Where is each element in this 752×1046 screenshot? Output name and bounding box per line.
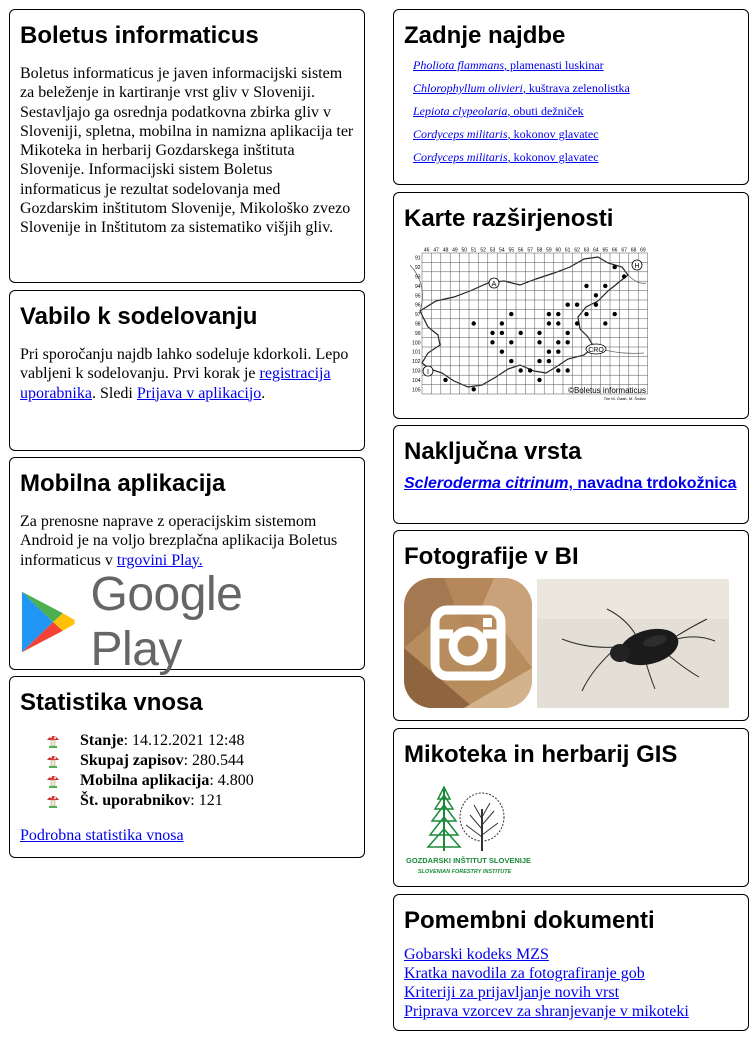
map-dot: [500, 321, 504, 325]
login-link[interactable]: Prijava v aplikacijo: [136, 384, 262, 402]
map-dot: [594, 303, 598, 307]
statistika-title: Statistika vnosa: [20, 689, 203, 716]
vabilo-text-part: Pri sporočanju najdb lahko sodeluje kdorkoli. Lepo vabljeni k sodelovanju. Prvi korak je: [20, 346, 349, 383]
map-y-label: 100: [412, 340, 421, 347]
map-x-label: 62: [574, 247, 580, 254]
stats-label: Mobilna aplikacija: [80, 772, 210, 789]
map-dot: [613, 265, 617, 269]
latin-name: Lepiota clypeolaria: [413, 104, 508, 118]
map-dot: [556, 312, 560, 316]
map-x-label: 56: [517, 247, 524, 254]
nakljucna-title: Naključna vrsta: [404, 438, 582, 465]
stats-item: [46, 771, 354, 791]
map-dot: [566, 331, 570, 335]
map-dot: [622, 274, 626, 278]
recent-finding-link[interactable]: [404, 77, 738, 100]
map-x-label: 47: [433, 247, 439, 254]
map-dot: [594, 293, 598, 297]
map-dot: [575, 303, 579, 307]
map-dot: [509, 340, 513, 344]
logo-line-1: GOZDARSKI INŠTITUT SLOVENIJE: [406, 856, 532, 865]
map-y-label: 97: [414, 312, 421, 319]
map-x-labels: [424, 248, 646, 254]
map-grid: [422, 253, 648, 394]
map-y-label: 98: [414, 321, 421, 328]
map-y-label: 105: [412, 387, 421, 394]
map-dot: [519, 368, 523, 372]
statistika-panel: [9, 676, 365, 858]
map-y-label: 93: [414, 274, 421, 281]
map-y-label: 92: [414, 265, 421, 272]
region-h-label: H: [634, 263, 640, 270]
latin-name: Pholiota flammans: [413, 58, 505, 72]
map-dot: [500, 350, 504, 354]
latin-name: Chlorophyllum olivieri: [413, 81, 523, 95]
map-y-labels: [412, 256, 421, 394]
karte-panel: [393, 192, 749, 419]
map-x-label: 48: [442, 247, 449, 254]
latin-name: Scleroderma citrinum: [404, 475, 569, 492]
map-dot: [519, 331, 523, 335]
vabilo-text: [20, 345, 354, 403]
conifer-tree-icon: [428, 787, 460, 851]
region-cro-label: CRO: [588, 347, 604, 354]
region-i-label: I: [427, 369, 429, 376]
map-dot: [547, 350, 551, 354]
fotografije-title: Fotografije v BI: [404, 543, 579, 570]
map-x-label: 55: [508, 247, 515, 254]
map-y-label: 103: [412, 368, 421, 375]
zadnje-title: Zadnje najdbe: [404, 22, 566, 49]
random-species-link[interactable]: [404, 474, 738, 493]
boletus-panel: [9, 9, 365, 283]
common-name: , kuštrava zelenolistka: [522, 81, 630, 95]
beetle-photo[interactable]: [537, 579, 729, 708]
map-x-label: 53: [489, 247, 496, 254]
map-y-label: 99: [414, 330, 421, 337]
recent-finding-link[interactable]: [404, 123, 738, 146]
map-x-label: 54: [499, 247, 505, 254]
distribution-map[interactable]: [408, 245, 648, 401]
common-name: , plamenasti luskinar: [504, 58, 604, 72]
play-store-link[interactable]: trgovini Play.: [116, 551, 203, 569]
vabilo-title: Vabilo k sodelovanju: [20, 303, 258, 330]
map-x-label: 68: [630, 247, 637, 254]
fotografije-panel: [393, 530, 749, 721]
document-link[interactable]: Gobarski kodeks MZS: [404, 946, 549, 963]
dokumenti-title: Pomembni dokumenti: [404, 907, 655, 934]
vabilo-panel: [9, 290, 365, 451]
map-dot: [556, 340, 560, 344]
map-dot: [566, 368, 570, 372]
common-name: , navadna trdokožnica: [568, 475, 737, 492]
map-dot: [556, 321, 560, 325]
stats-label: Skupaj zapisov: [80, 752, 184, 769]
zadnje-panel: [393, 9, 749, 185]
logo-line-2: SLOVENIAN FORESTRY INSTITUTE: [418, 869, 512, 875]
stats-item: [46, 791, 354, 811]
map-dot: [528, 368, 532, 372]
mikoteka-title: Mikoteka in herbarij GIS: [404, 741, 678, 768]
nakljucna-panel: [393, 425, 749, 524]
common-name: , kokonov glavatec: [507, 150, 599, 164]
dokumenti-panel: [393, 894, 749, 1031]
karte-title: Karte razširjenosti: [404, 205, 614, 232]
map-dot: [490, 331, 494, 335]
map-source: Tim M. Gaab, M. Šuštar: [603, 396, 646, 401]
map-y-label: 104: [412, 377, 421, 384]
map-dot: [584, 284, 588, 288]
map-dot: [490, 340, 494, 344]
map-y-label: 96: [414, 302, 421, 309]
map-x-label: 46: [423, 247, 430, 254]
stats-value: : 14.12.2021 12:48: [123, 732, 245, 749]
map-x-label: 64: [593, 247, 599, 254]
map-dot: [443, 378, 447, 382]
map-x-label: 50: [461, 247, 468, 254]
mobilna-text-part: Za prenosne naprave z operacijskim sistemom Android je na voljo brezplačna aplikacija Boletus informaticus v: [20, 513, 338, 569]
stats-list: [20, 731, 354, 811]
stats-label: Št. uporabnikov: [80, 792, 191, 809]
mushroom-icon: [46, 773, 60, 789]
mushroom-icon: [46, 733, 60, 749]
map-dot: [509, 312, 513, 316]
google-play-badge[interactable]: [20, 568, 340, 676]
stats-label: Stanje: [80, 732, 124, 749]
map-x-label: 61: [564, 247, 571, 254]
recent-finding-link[interactable]: [404, 100, 738, 123]
mushroom-icon: [46, 793, 60, 809]
map-y-label: 101: [412, 349, 421, 356]
stats-item: [46, 731, 354, 751]
instagram-icon[interactable]: [404, 578, 532, 708]
map-dot: [547, 359, 551, 363]
document-link[interactable]: Kratka navodila za fotografiranje gob: [404, 965, 645, 982]
map-dot: [537, 340, 541, 344]
map-dot: [472, 321, 476, 325]
mobilna-title: Mobilna aplikacija: [20, 470, 226, 497]
common-name: , kokonov glavatec: [507, 127, 599, 141]
map-x-label: 67: [621, 247, 627, 254]
mikoteka-panel: [393, 728, 749, 887]
map-region-a: [489, 278, 499, 288]
map-region-i: [423, 366, 433, 376]
map-dot: [603, 284, 607, 288]
latin-name: Cordyceps militaris: [413, 127, 508, 141]
detailed-stats-link[interactable]: Podrobna statistika vnosa: [20, 827, 184, 844]
vabilo-text-part: .: [261, 384, 266, 402]
map-x-label: 59: [546, 247, 552, 254]
map-x-label: 57: [527, 247, 533, 254]
map-copyright: ©Boletus informaticus: [568, 386, 646, 395]
map-dot: [556, 350, 560, 354]
map-dot: [472, 387, 476, 391]
map-x-label: 49: [452, 247, 458, 254]
boletus-title: Boletus informaticus: [20, 22, 259, 49]
boletus-text: Boletus informaticus je javen informacijski sistem za beleženje in kartiranje vrst gliv v Sloveniji. Sestavljajo ga osrednja podatkovna zbirka gliv v Sloveniji, spletna, mobilna in namizna aplikacija ter Mikoteka in herbarij Gozdarskega inštituta Slovenije. Informacijski sistem Boletus informaticus je rezultat sodelovanja med Gozdarskim inštitutom Slovenije, Mikološko zvezo Slovenije in Inštitutom za sistematiko višjih gliv.: [20, 65, 354, 237]
map-x-label: 58: [536, 247, 543, 254]
map-dot: [537, 331, 541, 335]
slovenia-outline: [420, 257, 628, 387]
mobilna-panel: [9, 457, 365, 676]
map-region-h: [632, 260, 642, 270]
map-x-label: 63: [583, 247, 590, 254]
map-dot: [613, 312, 617, 316]
map-x-label: 51: [470, 247, 477, 254]
map-x-label: 52: [480, 247, 486, 254]
map-dot: [547, 312, 551, 316]
map-dot: [575, 321, 579, 325]
map-x-label: 65: [602, 247, 609, 254]
map-dot: [603, 321, 607, 325]
map-y-label: 94: [414, 283, 421, 290]
map-region-cro: [586, 344, 606, 354]
map-dot: [566, 303, 570, 307]
region-a-label: A: [491, 281, 497, 288]
document-link[interactable]: Priprava vzorcev za shranjevanje v mikoteki: [404, 1003, 689, 1020]
recent-finding-link[interactable]: [404, 146, 738, 169]
map-y-label: 102: [412, 359, 421, 366]
gis-logo[interactable]: [404, 779, 544, 879]
map-dot: [584, 312, 588, 316]
google-play-logo-icon: [20, 589, 77, 655]
map-dot: [566, 340, 570, 344]
map-x-label: 66: [611, 247, 618, 254]
map-dot: [509, 359, 513, 363]
vabilo-text-part: . Sledi: [91, 384, 137, 402]
map-y-label: 91: [414, 255, 421, 262]
document-link[interactable]: Kriteriji za prijavljanje novih vrst: [404, 984, 620, 1001]
mobilna-text: [20, 512, 354, 570]
stats-item: [46, 751, 354, 771]
stats-value: : 121: [190, 792, 223, 809]
map-y-label: 95: [414, 293, 421, 300]
google-play-text: Google Play: [90, 568, 243, 676]
map-dot: [537, 359, 541, 363]
map-dot: [500, 331, 504, 335]
map-dot: [537, 378, 541, 382]
common-name: , obuti dežniček: [507, 104, 584, 118]
deciduous-tree-icon: [460, 793, 504, 851]
map-x-label: 60: [555, 247, 562, 254]
latin-name: Cordyceps militaris: [413, 150, 508, 164]
stats-value: : 4.800: [209, 772, 254, 789]
map-x-label: 69: [640, 247, 646, 254]
recent-finding-link[interactable]: [404, 54, 738, 77]
stats-value: : 280.544: [183, 752, 245, 769]
map-dot: [556, 368, 560, 372]
register-link[interactable]: registracija uporabnika: [20, 365, 331, 402]
mushroom-icon: [46, 753, 60, 769]
map-dot: [547, 321, 551, 325]
